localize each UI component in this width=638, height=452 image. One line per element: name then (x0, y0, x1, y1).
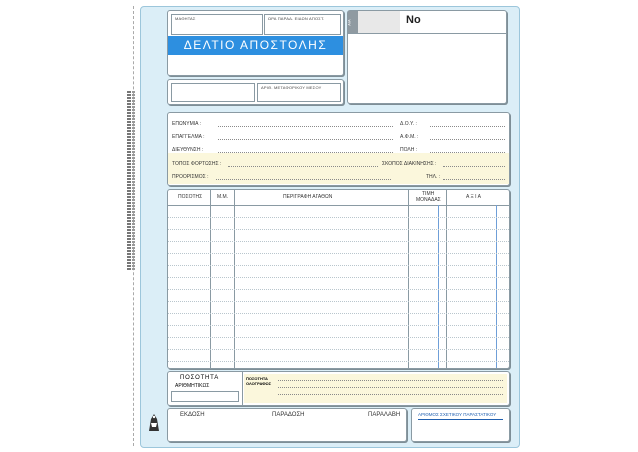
label-city: ΠΟΛΗ : (400, 147, 418, 153)
table-row[interactable] (168, 229, 509, 230)
label-address: ΔΙΕΥΘΥΝΣΗ : (172, 147, 204, 153)
delivery-label: ΠΑΡΑΔΟΣΗ (272, 412, 305, 418)
col-unit-header: Μ.Μ. (217, 194, 229, 200)
delivery-note-form (140, 6, 520, 448)
field-profession[interactable] (218, 139, 393, 140)
title-banner (168, 36, 343, 55)
label-destination: ΠΡΟΟΡΙΣΜΟΣ : (172, 174, 209, 180)
table-header (168, 190, 509, 206)
serial-strip (348, 11, 358, 33)
field-tax-office[interactable] (430, 126, 505, 127)
totals-block (167, 371, 510, 406)
table-row[interactable] (168, 265, 509, 266)
table-row[interactable] (168, 349, 509, 350)
receipt-label: ΠΑΡΑΛΑΒΗ (368, 412, 401, 418)
field-destination[interactable] (216, 179, 391, 180)
table-row[interactable] (168, 241, 509, 242)
label-transport-purpose: ΣΚΟΠΟΣ ΔΙΑΚΙΝΗΣΗΣ : (382, 161, 437, 167)
quantity-numeric-label-2: ΑΡΙΘΜΗΤΙΚΩΣ (175, 383, 210, 389)
label-loading-place: ΤΟΠΟΣ ΦΟΡΤΩΣΗΣ : (172, 161, 222, 167)
serial-number-field[interactable] (358, 11, 400, 33)
label-profession: ΕΠΑΓΓΕΛΜΑ : (172, 134, 205, 140)
field-vat-number[interactable] (430, 139, 505, 140)
items-table (167, 189, 510, 369)
quantity-words-field-1[interactable] (278, 380, 503, 381)
header-cell-mid-label: ΩΡΑ ΠΑΡΑΔ. ΕΙΔΩΝ ΑΠΟΣΤ. (268, 16, 325, 21)
col-description-header: ΠΕΡΙΓΡΑΦΗ ΑΓΑΘΩΝ (283, 194, 333, 200)
header-divider (348, 33, 506, 34)
header-cell-left[interactable] (171, 14, 263, 35)
quantity-words-label-2: ΟΛΟΓΡΑΦΩΣ (246, 381, 272, 386)
header-cell-left-label: ΜΑΘΗΤΑΣ (175, 16, 196, 21)
label-vat-number: Α.Φ.Μ. : (400, 134, 419, 140)
related-document-field[interactable] (418, 419, 503, 420)
table-row[interactable] (168, 361, 509, 362)
field-address[interactable] (218, 152, 393, 153)
quantity-words-area (244, 374, 507, 403)
quantity-numeric-label-1: ΠΟΣΟΤΗΤΑ (180, 375, 219, 381)
field-loading-place[interactable] (228, 166, 378, 167)
number-label: Νο (406, 14, 421, 26)
label-company-name: ΕΠΩΝΥΜΙΑ : (172, 121, 202, 127)
vehicle-label: ΑΡΙΘ. ΜΕΤΑΦΟΡΙΚΟΥ ΜΕΣΟΥ (261, 85, 322, 90)
document-title: ΔΕΛΤΙΟ ΑΠΟΣΤΟΛΗΣ (183, 38, 328, 52)
table-row[interactable] (168, 217, 509, 218)
quantity-numeric-field[interactable] (171, 391, 239, 402)
label-phone: ΤΗΛ. : (426, 174, 441, 180)
header-number-block (347, 10, 507, 104)
table-row[interactable] (168, 289, 509, 290)
field-city[interactable] (430, 152, 505, 153)
vehicle-block (167, 79, 344, 105)
col-quantity-header: ΠΟΣΟΤΗΣ (178, 194, 203, 200)
customer-block (167, 112, 510, 186)
table-row[interactable] (168, 313, 509, 314)
quantity-numeric-cell[interactable] (168, 372, 243, 405)
related-document-block[interactable] (411, 408, 510, 442)
table-row[interactable] (168, 325, 509, 326)
signatures-block (167, 408, 407, 442)
side-printing-note (127, 90, 137, 270)
field-transport-purpose[interactable] (443, 166, 505, 167)
table-row[interactable] (168, 301, 509, 302)
header-title-block (167, 10, 344, 76)
table-row[interactable] (168, 277, 509, 278)
header-cell-mid[interactable] (264, 14, 341, 35)
serial-label: Α/Α (346, 19, 352, 26)
label-tax-office: Δ.Ο.Υ. : (400, 121, 417, 127)
col-price-header-line2: ΜΟΝΑΔΑΣ (416, 197, 441, 203)
related-document-label: ΑΡΙΘΜΟΣ ΣΧΕΤΙΚΟΥ ΠΑΡΑΣΤΑΤΙΚΟΥ (418, 412, 497, 417)
vehicle-cell-left[interactable] (171, 83, 255, 102)
table-row[interactable] (168, 337, 509, 338)
issue-label: ΕΚΔΟΣΗ (180, 412, 205, 418)
table-row[interactable] (168, 253, 509, 254)
quantity-words-field-3[interactable] (278, 394, 503, 395)
col-value-header: Α Ξ Ι Α (466, 194, 481, 200)
quantity-words-label-1: ΠΟΣΟΤΗΤΑ (246, 376, 268, 381)
vehicle-cell-right[interactable] (257, 83, 341, 102)
quantity-words-field-2[interactable] (278, 387, 503, 388)
field-company-name[interactable] (218, 126, 393, 127)
field-phone[interactable] (443, 179, 505, 180)
col-price-header-line1: ΤΙΜΗ (422, 191, 435, 197)
printer-logo-icon (146, 411, 162, 433)
